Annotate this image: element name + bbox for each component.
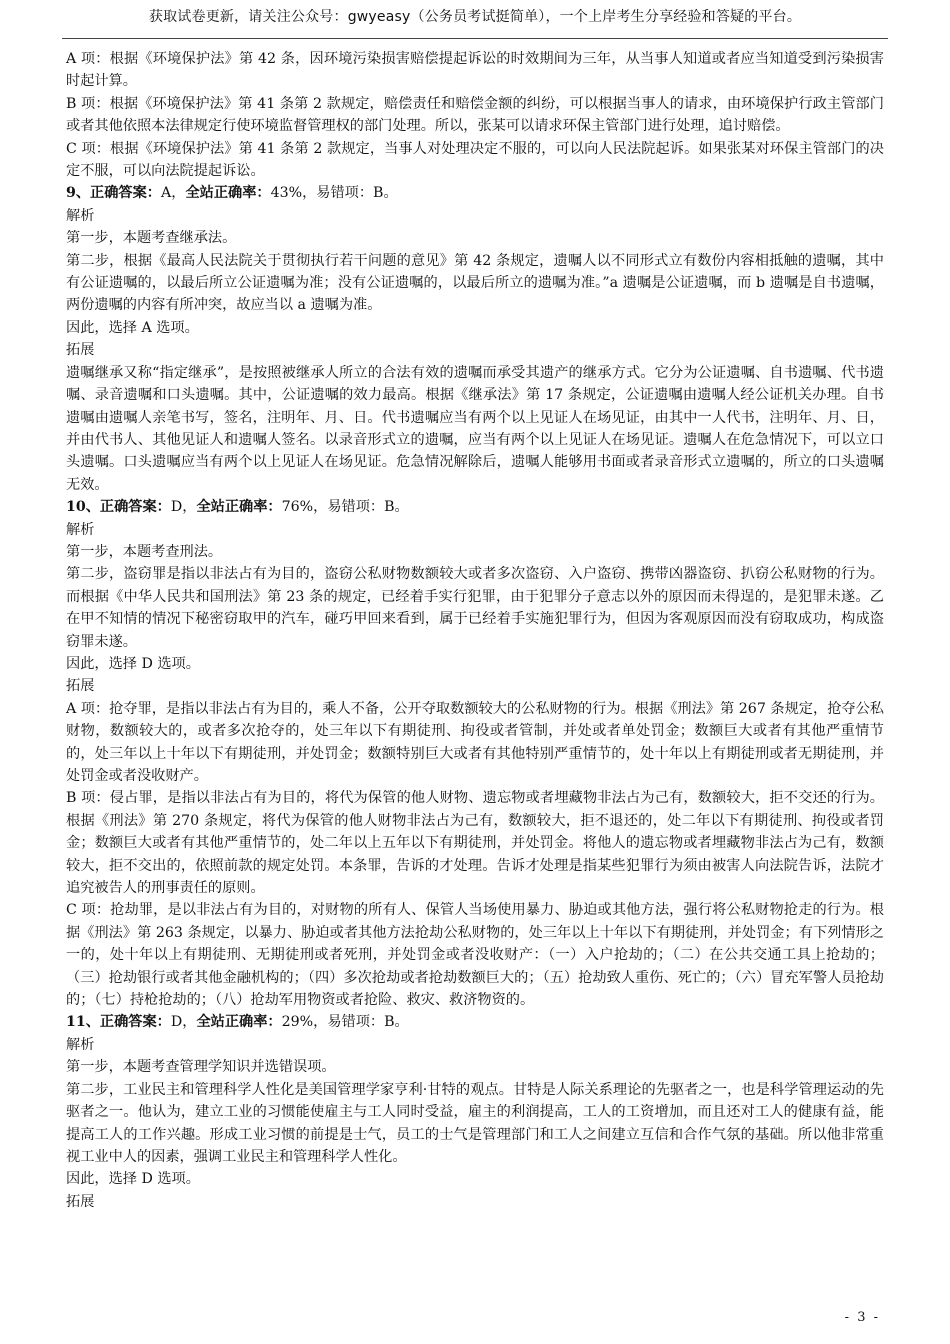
paragraph: 因此，选择 D 选项。 — [66, 655, 200, 672]
document-body — [66, 48, 884, 1213]
paragraph: 第二步，根据《最高人民法院关于贯彻执行若干问题的意见》第 42 条规定，遗嘱人以不同形式立有数份内容相抵触的遗嘱，其中有公证遗嘱的，以最后所立公证遗嘱为准；没有公证遗嘱的，以最后所立的遗嘱为准。”a 遗嘱是公证遗嘱，而 b 遗嘱是自书遗嘱，两份遗嘱的内容有所冲突，故应当以 a 遗嘱为准。 — [66, 252, 884, 314]
paragraph: 第一步，本题考查刑法。 — [66, 543, 223, 560]
page-number: - 3 - — [844, 1310, 880, 1325]
answer-value: D， — [170, 499, 197, 516]
answer-value: A， — [161, 185, 186, 202]
paragraph: B 项：根据《环境保护法》第 41 条第 2 款规定，赔偿责任和赔偿金额的纠纷，可以根据当事人的请求，由环境保护行政主管部门或者其他依照本法律规定行使环境监督管理权的部门处理。所以，张某可以请求环保主管部门进行处理，追讨赔偿。 — [66, 95, 884, 135]
paragraph: 因此，选择 A 选项。 — [66, 319, 199, 336]
accuracy-label: 全站正确率： — [185, 185, 271, 202]
answer-line — [66, 182, 884, 204]
paragraph: A 项：根据《环境保护法》第 42 条，因环境污染损害赔偿提起诉讼的时效期间为三年，从当事人知道或者应当知道受到污染损害时起计算。 — [66, 51, 884, 90]
paragraph: 第一步，本题考查继承法。 — [66, 230, 237, 247]
paragraph: A 项：抢夺罪，是指以非法占有为目的，乘人不备，公开夺取数额较大的公私财物的行为。根据《刑法》第 267 条规定，抢夺公私财物，数额较大的，或者多次抢夺的，处三年以下有期徒刑、拘役或者管制，并处或者单处罚金；数额巨大或者有其他严重情节的，处三年以上十年以下有期徒刑，并处罚金；数额特别巨大或者有其他特别严重情节的，处十年以上有期徒刑或者无期徒刑，并处罚金或者没收财产。 — [66, 700, 884, 784]
paragraph: 拓展 — [66, 342, 95, 359]
paragraph: B 项：侵占罪，是指以非法占有为目的，将代为保管的他人财物、遗忘物或者埋藏物非法占为己有，数额较大，拒不交还的行为。根据《刑法》第 270 条规定，将代为保管的他人财物非法占为己有，数额较大，拒不退还的，处二年以下有期徒刑、拘役或者罚金；数额巨大或者有其他严重情节的，处二年以上五年以下有期徒刑，并处罚金。将他人的遗忘物或者埋藏物非法占为己有，数额较大，拒不交出的，依照前款的规定处罚。本条罪，告诉的才处理。告诉才处理是指某些犯罪行为须由被害人向法院告诉，法院才追究被告人的刑事责任的原则。 — [66, 790, 884, 897]
answer-line — [66, 1011, 884, 1033]
answer-line — [66, 496, 884, 518]
header-divider — [62, 38, 888, 39]
accuracy-value: 43%，易错项：B。 — [270, 185, 398, 202]
paragraph: 遗嘱继承又称“指定继承”，是按照被继承人所立的合法有效的遗嘱而承受其遗产的继承方式。它分为公证遗嘱、自书遗嘱、代书遗嘱、录音遗嘱和口头遗嘱。其中，公证遗嘱的效力最高。根据《继承法》第 17 条规定，公证遗嘱由遗嘱人经公证机关办理。自书遗嘱由遗嘱人亲笔书写，签名，注明年、月、日。代书遗嘱应当有两个以上见证人在场见证，由其中一人代书，注明年、月、日，并由代书人、其他见证人和遗嘱人签名。以录音形式立的遗嘱，应当有两个以上见证人在场见证。遗嘱人在危急情况下，可以立口头遗嘱。口头遗嘱应当有两个以上见证人在场见证。危急情况解除后，遗嘱人能够用书面或者录音形式立遗嘱的，所立的口头遗嘱无效。 — [66, 364, 884, 493]
accuracy-label: 全站正确率： — [196, 1014, 282, 1031]
answer-label: 10、正确答案： — [66, 499, 171, 516]
page-header: 获取试卷更新，请关注公众号：gwyeasy（公务员考试挺简单），一个上岸考生分享经验和答疑的平台。 — [148, 9, 802, 25]
paragraph: C 项：抢劫罪，是以非法占有为目的，对财物的所有人、保管人当场使用暴力、胁迫或其他方法，强行将公私财物抢走的行为。根据《刑法》第 263 条规定，以暴力、胁迫或者其他方法抢劫公私财物的，处三年以上十年以下有期徒刑，并处罚金；有下列情形之一的，处十年以上有期徒刑、无期徒刑或者死刑，并处罚金或者没收财产：（一）入户抢劫的；（二）在公共交通工具上抢劫的；（三）抢劫银行或者其他金融机构的；（四）多次抢劫或者抢劫数额巨大的；（五）抢劫致人重伤、死亡的；（六）冒充军警人员抢劫的；（七）持枪抢劫的；（八）抢劫军用物资或者抢险、救灾、救济物资的。 — [66, 902, 884, 1009]
answer-label: 9、正确答案： — [66, 185, 161, 202]
paragraph: 拓展 — [66, 1193, 95, 1210]
accuracy-value: 76%，易错项：B。 — [281, 499, 409, 516]
paragraph: 因此，选择 D 选项。 — [66, 1171, 200, 1188]
paragraph: C 项：根据《环境保护法》第 41 条第 2 款规定，当事人对处理决定不服的，可以向人民法院起诉。如果张某对环保主管部门的决定不服，可以向法院提起诉讼。 — [66, 140, 884, 180]
paragraph: 第二步，盗窃罪是指以非法占有为目的，盗窃公私财物数额较大或者多次盗窃、入户盗窃、携带凶器盗窃、扒窃公私财物的行为。而根据《中华人民共和国刑法》第 23 条的规定，已经着手实行犯罪，由于犯罪分子意志以外的原因而未得逞的，是犯罪未遂。乙在甲不知情的情况下秘密窃取甲的汽车，碰巧甲回来看到，属于已经着手实施犯罪行为，但因为客观原因而没有窃取成功，构成盗窃罪未遂。 — [66, 566, 884, 650]
paragraph: 拓展 — [66, 678, 95, 695]
answer-label: 11、正确答案： — [66, 1014, 171, 1031]
answer-value: D， — [170, 1014, 197, 1031]
paragraph: 解析 — [66, 207, 95, 224]
paragraph: 解析 — [66, 1036, 95, 1053]
paragraph: 第一步，本题考查管理学知识并选错误项。 — [66, 1059, 336, 1076]
accuracy-value: 29%，易错项：B。 — [281, 1014, 409, 1031]
accuracy-label: 全站正确率： — [196, 499, 282, 516]
paragraph: 解析 — [66, 521, 95, 538]
paragraph: 第二步，工业民主和管理科学人性化是美国管理学家亨利·甘特的观点。甘特是人际关系理论的先驱者之一，也是科学管理运动的先驱者之一。他认为，建立工业的习惯能使雇主与工人同时受益，雇主的利润提高，工人的工资增加，而且还对工人的健康有益，能提高工人的工作兴趣。形成工业习惯的前提是士气，员工的士气是管理部门和工人之间建立互信和合作气氛的基础。所以他非常重视工业中人的因素，强调工业民主和管理科学人性化。 — [66, 1081, 884, 1165]
